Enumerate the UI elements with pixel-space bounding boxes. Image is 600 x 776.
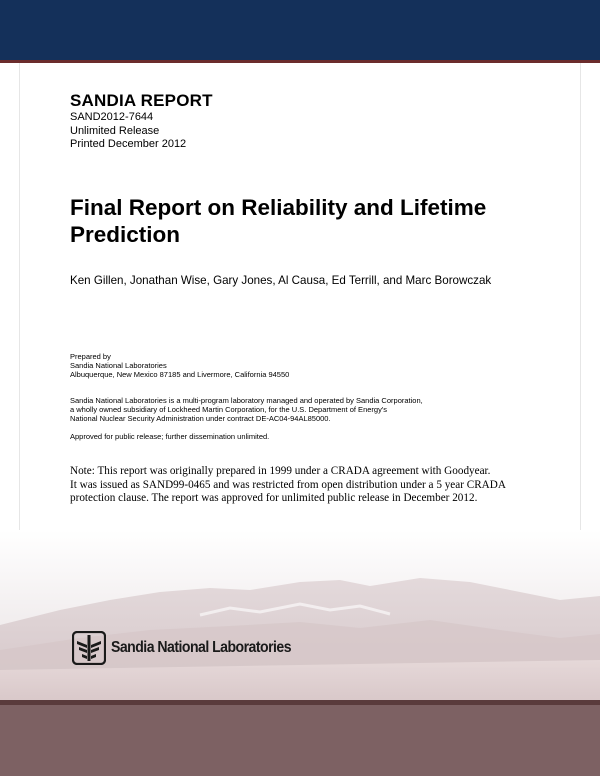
prepared-by-address: Albuquerque, New Mexico 87185 and Livermore, California 94550 (70, 370, 290, 379)
print-date: Printed December 2012 (70, 138, 187, 150)
report-number: SAND2012-7644 (70, 111, 154, 123)
prepared-by-org: Sandia National Laboratories (70, 361, 167, 370)
sandia-logo (72, 631, 316, 665)
footer-band (0, 705, 600, 776)
prepared-by-block (70, 352, 289, 379)
author-list: Ken Gillen, Jonathan Wise, Gary Jones, Al Causa, Ed Terrill, and Marc Borowczak (70, 274, 492, 287)
sandia-contract-statement (70, 396, 423, 423)
note-line-1: Note: This report was originally prepared in 1999 under a CRADA agreement with Goodyear. (70, 465, 491, 477)
release-approval: Approved for public release; further dissemination unlimited. (70, 432, 270, 441)
contract-line-1: Sandia National Laboratories is a multi-program laboratory managed and operated by Sandia Corporation, (70, 396, 423, 405)
header-accent-rule (0, 60, 600, 63)
note-line-3: protection clause. The report was approved for unlimited public release in December 2012. (70, 492, 478, 504)
contract-line-3: National Nuclear Security Administration under contract DE-AC04-94AL85000. (70, 414, 331, 423)
report-title: Final Report on Reliability and Lifetime Prediction (70, 195, 487, 247)
release-status: Unlimited Release (70, 124, 160, 137)
history-note (70, 465, 506, 506)
prepared-by-line: Prepared by (70, 352, 111, 361)
mountain-background-image (0, 530, 600, 705)
report-metadata (70, 111, 186, 152)
contract-line-2: a wholly owned subsidiary of Lockheed Martin Corporation, for the U.S. Department of Energy's (70, 405, 388, 414)
report-type-label: SANDIA REPORT (70, 91, 213, 110)
sandia-logo-text: Sandia National Laboratories (111, 639, 292, 656)
sandia-thunderbird-icon (72, 631, 106, 665)
note-line-2: It was issued as SAND99-0465 and was restricted from open distribution under a 5 year CRADA (70, 478, 506, 491)
header-band (0, 0, 600, 60)
